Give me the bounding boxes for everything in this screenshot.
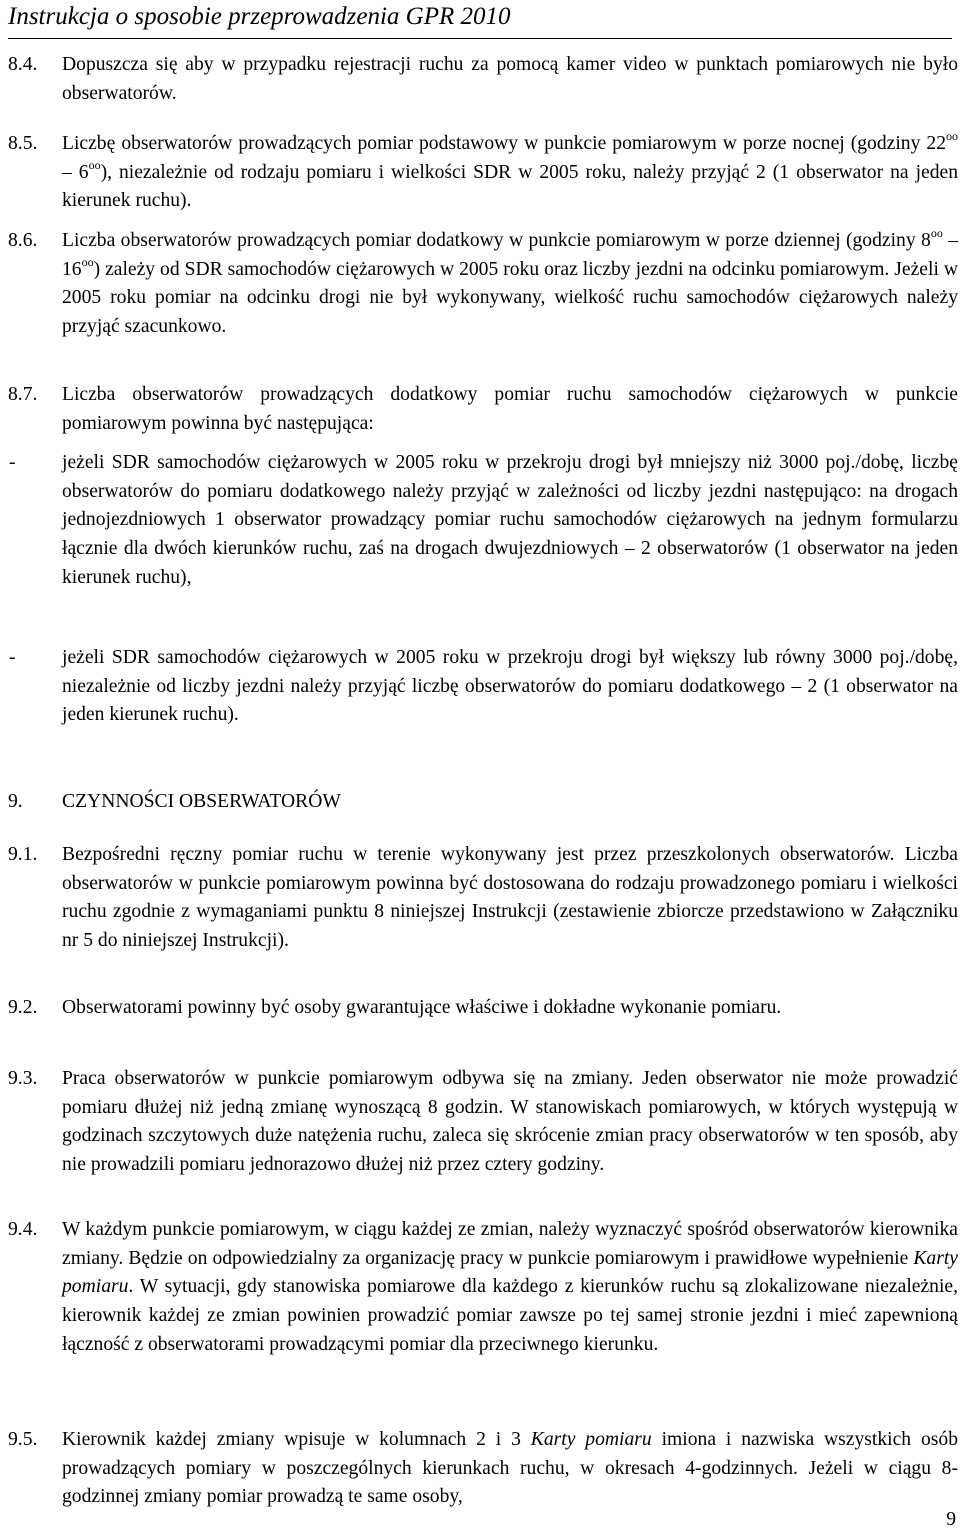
section-9-5 [8, 1426, 958, 1512]
list-item-text: jeżeli SDR samochodów ciężarowych w 2005 roku w przekroju drogi był większy lub równy 3000 poj./dobę, niezależnie od liczby jezdni należy przyjąć liczbę obserwatorów do pomiaru dodatkowego – 2 (1 obserwator na jeden kierunek ruchu). [62, 647, 958, 726]
section-number: 9.3. [8, 1068, 38, 1089]
list-dash: - [9, 647, 16, 668]
section-number: 8.5. [8, 133, 38, 154]
section-heading: CZYNNOŚCI OBSERWATORÓW [62, 791, 341, 812]
section-number: 9.5. [8, 1429, 38, 1450]
form-name: Karty pomiaru [62, 1247, 958, 1298]
section-text: Liczba obserwatorów prowadzących dodatkowy pomiar ruchu samochodów ciężarowych w punkcie pomiarowym powinna być następująca: [62, 384, 958, 434]
section-number: 9.1. [8, 844, 38, 865]
section-8-4 [8, 51, 958, 108]
section-number: 8.7. [8, 384, 38, 405]
list-dash: - [9, 452, 16, 473]
section-number: 9. [8, 791, 23, 812]
section-text: Liczba obserwatorów prowadzących pomiar dodatkowy w punkcie pomiarowym w porze dziennej (godziny $8^{oo} - 16^{oo}$) zależy od SDR samochodów ciężarowych w 2005 roku oraz liczby jezdni na odcinku pomiarowym. Jeżeli w 2005 roku pomiar na odcinku drogi nie był wykonywany, wielkość ruchu samochodów ciężarowych należy przyjąć szacunkowo. [62, 226, 958, 338]
section-8-6 [8, 227, 958, 342]
list-item [8, 449, 958, 593]
page-header [8, 0, 952, 39]
section-number: 8.4. [8, 54, 38, 75]
section-9-heading [8, 788, 958, 817]
document-title: Instrukcja o sposobie przeprowadzenia GPR 2010 [8, 3, 511, 30]
section-number: 9.4. [8, 1219, 38, 1240]
section-9-1 [8, 841, 958, 956]
page-number: 9 [946, 1509, 956, 1530]
list-item-text: jeżeli SDR samochodów ciężarowych w 2005 roku w przekroju drogi był mniejszy niż 3000 poj./dobę, liczbę obserwatorów do pomiaru dodatkowego należy przyjąć w zależności od liczby jezdni następująco: na drogach jednojezdniowych 1 obserwator prowadzący pomiar ruchu samochodów ciężarowych na jednym formularzu łącznie dla dwóch kierunków ruchu, zaś na drogach dwujezdniowych – 2 obserwatorów (1 obserwator na jeden kierunek ruchu), [62, 452, 958, 588]
section-8-5 [8, 130, 958, 216]
section-text: W każdym punkcie pomiarowym, w ciągu każdej ze zmian, należy wyznaczyć spośród obserwatorów kierownika zmiany. Będzie on odpowiedzialny za organizację pracy w punkcie pomiarowym i prawidłowe wypełnienie Karty pomiaru. W sytuacji, gdy stanowiska pomiarowe dla każdego z kierunków ruchu są zlokalizowane niezależnie, kierownik każdej ze zmian powinien prowadzić pomiar zawsze po tej samej stronie jezdni i mieć zapewnioną łączność z obserwatorami prowadzącymi pomiar dla przeciwnego kierunku. [62, 1219, 958, 1355]
section-text: Obserwatorami powinny być osoby gwarantujące właściwe i dokładne wykonanie pomiaru. [62, 997, 782, 1018]
section-number: 8.6. [8, 230, 38, 251]
section-9-3 [8, 1065, 958, 1180]
section-9-2 [8, 994, 958, 1023]
section-text: Praca obserwatorów w punkcie pomiarowym odbywa się na zmiany. Jeden obserwator nie może prowadzić pomiaru dłużej niż jedną zmianę wynoszącą 8 godzin. W stanowiskach pomiarowych, w których występują w godzinach szczytowych duże natężenia ruchu, zaleca się skrócenie zmian pracy obserwatorów w ten sposób, aby nie prowadzili pomiaru jednorazowo dłużej niż przez cztery godziny. [62, 1068, 958, 1176]
section-9-4 [8, 1216, 958, 1360]
form-name: Karty pomiaru [530, 1429, 652, 1450]
section-text: Bezpośredni ręczny pomiar ruchu w terenie wykonywany jest przez przeszkolonych obserwatorów. Liczba obserwatorów w punkcie pomiarowym powinna być dostosowana do rodzaju prowadzonego pomiaru i wielkości ruchu zgodnie z wymaganiami punktu 8 niniejszej Instrukcji (zestawienie zbiorcze przedstawiono w Załączniku nr 5 do niniejszej Instrukcji). [62, 844, 958, 952]
section-text: Kierownik każdej zmiany wpisuje w kolumnach 2 i 3 Karty pomiaru imiona i nazwiska wszystkich osób prowadzących pomiary w poszczególnych kierunkach ruchu, w okresach 4-godzinnych. Jeżeli w ciągu 8-godzinnej zmiany pomiar prowadzą te same osoby, [62, 1429, 959, 1508]
section-text: Dopuszcza się aby w przypadku rejestracji ruchu za pomocą kamer video w punktach pomiarowych nie było obserwatorów. [62, 54, 958, 104]
section-number: 9.2. [8, 997, 38, 1018]
section-8-7 [8, 381, 958, 438]
list-item [8, 644, 958, 730]
section-text: Liczbę obserwatorów prowadzących pomiar podstawowy w punkcie pomiarowym w porze nocnej (godziny $22^{oo} - 6^{oo}$), niezależnie od rodzaju pomiaru i wielkości SDR w 2005 roku, należy przyjąć 2 (1 obserwator na jeden kierunek ruchu). [62, 129, 959, 212]
